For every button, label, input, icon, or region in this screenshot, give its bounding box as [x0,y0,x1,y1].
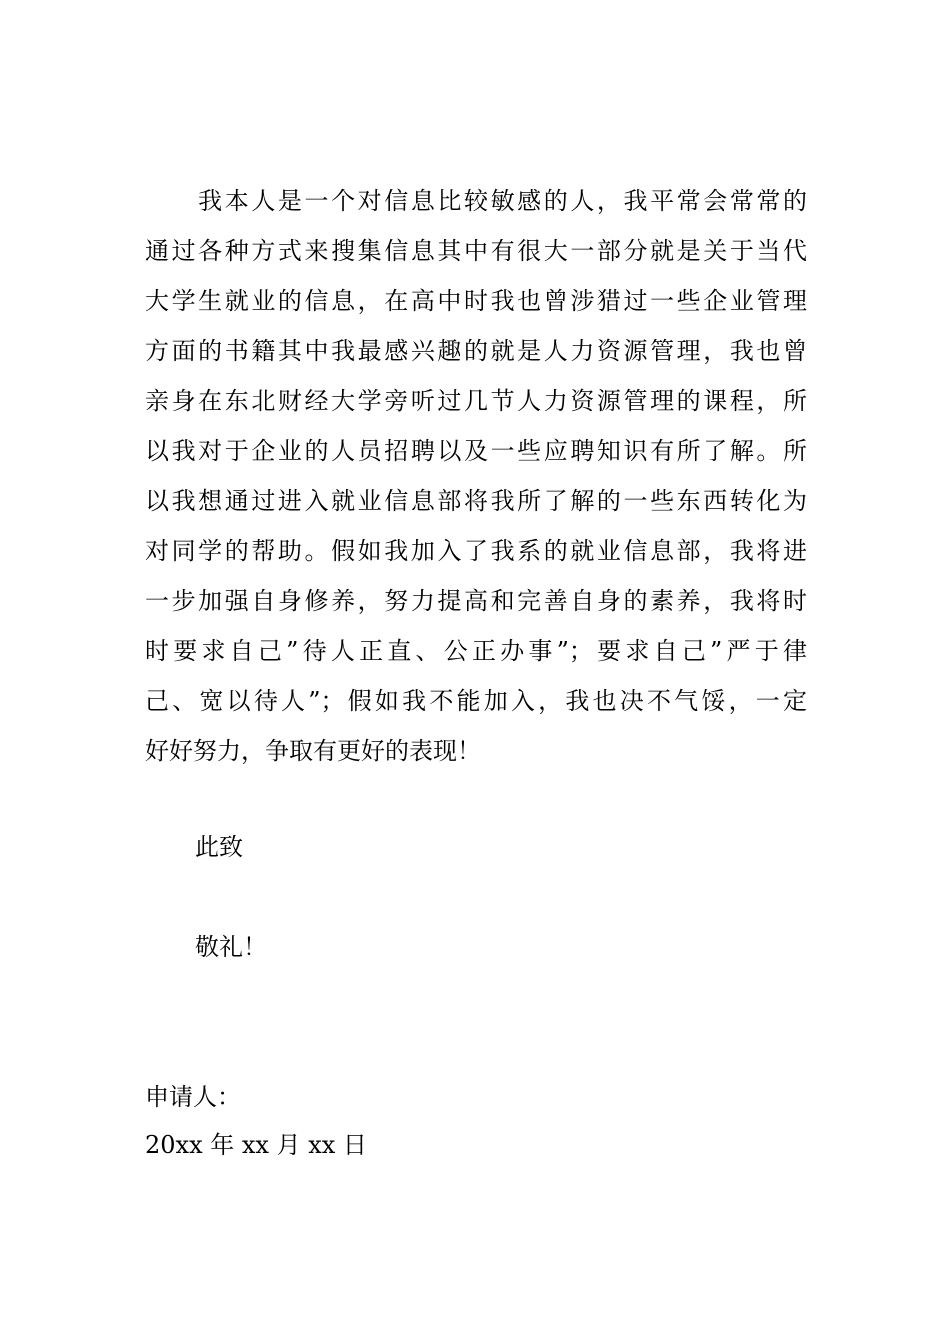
body-line: 以我对于企业的人员招聘以及一些应聘知识有所了解。所 [145,437,807,465]
body-line: 通过各种方式来搜集信息其中有很大一部分就是关于当代 [145,237,807,265]
body-line: 亲身在东北财经大学旁听过几节人力资源管理的课程，所 [145,387,807,415]
closing-salutation: 此致 [195,833,243,861]
body-line: 方面的书籍其中我最感兴趣的就是人力资源管理，我也曾 [145,337,807,365]
closing-regards: 敬礼！ [195,933,267,961]
applicant-label: 申请人： [145,1083,241,1111]
letter-date: 20xx 年 xx 月 xx 日 [145,1131,367,1159]
body-line: 己、宽以待人”；假如我不能加入，我也决不气馁，一定 [145,687,807,715]
body-line: 对同学的帮助。假如我加入了我系的就业信息部，我将进 [145,537,807,565]
body-line: 时要求自己”待人正直、公正办事”；要求自己”严于律 [145,637,807,665]
body-line: 以我想通过进入就业信息部将我所了解的一些东西转化为 [145,487,807,515]
body-line: 大学生就业的信息，在高中时我也曾涉猎过一些企业管理 [145,287,807,315]
body-line: 我本人是一个对信息比较敏感的人，我平常会常常的 [145,187,807,215]
body-line: 一步加强自身修养，努力提高和完善自身的素养，我将时 [145,587,807,615]
body-line: 好好努力，争取有更好的表现！ [145,737,481,765]
letter-body [145,176,807,776]
